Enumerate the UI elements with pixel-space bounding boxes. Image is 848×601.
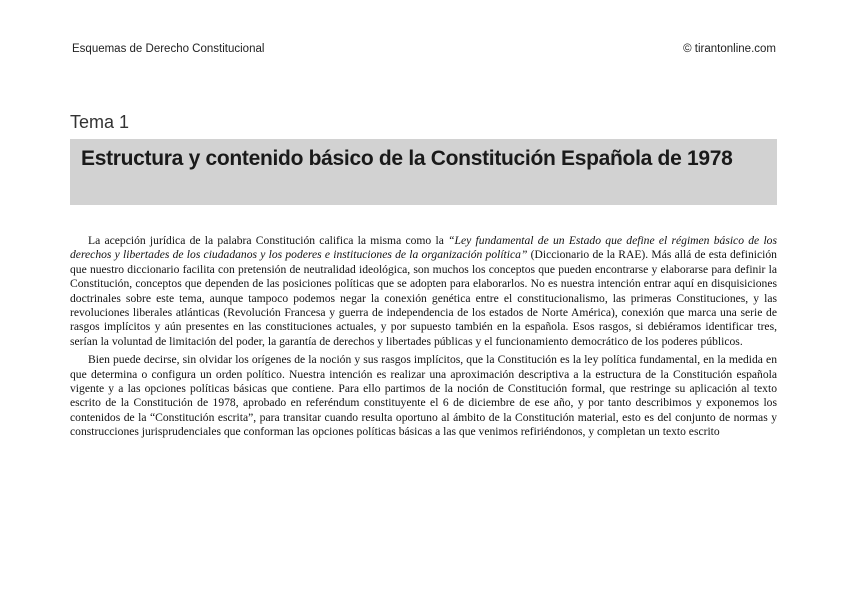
running-header-copyright: © tirantonline.com xyxy=(683,43,776,55)
chapter-label: Tema 1 xyxy=(70,112,130,132)
body-text xyxy=(70,234,777,444)
chapter-title-box xyxy=(70,139,777,205)
paragraph-1 xyxy=(70,234,777,349)
paragraph-1-rest: (Diccionario de la RAE). Más allá de esta definición que nuestro diccionario facilita con pretensión de neutralidad ideológica, son muchos los conceptos que pueden encontrarse y elaborarse para definir la Constitución, conceptos que dependen de las posiciones políticas que se adopten para elaborarlos. No es nuestra intención entrar aquí en disquisiciones doctrinales sobre este tema, aunque tampoco podemos negar la conexión genética entre el constitucionalismo, las primeras Constituciones, y las revoluciones liberales atlánticas (Revolución Francesa y guerra de independencia de los estados de Norte América), conexión que marca una serie de rasgos implícitos y aún presentes en las constituciones actuales, y por supuesto también en la española. Esos rasgos, si debiéramos identificar tres, serían la voluntad de limitación del poder, la garantía de derechos y libertades públicas y el funcionamiento democrático de los poderes públicos. xyxy=(70,248,777,348)
paragraph-2: Bien puede decirse, sin olvidar los orígenes de la noción y sus rasgos implícitos, que la Constitución es la ley política fundamental, en la medida en que determina o configura un orden político. Nuestra intención es realizar una aproximación descriptiva a la estructura de la Constitución española vigente y a las opciones políticas básicas que contiene. Para ello partimos de la noción de Constitución formal, que restringe su aplicación al texto escrito de la Constitución de 1978, aprobado en referéndum constituyente el 6 de diciembre de ese año, y por tanto describimos y exponemos los contenidos de la “Constitución escrita”, para transitar cuando resulta oportuno al ámbito de la Constitución material, esto es del conjunto de normas y construcciones jurisprudenciales que conforman las opciones políticas básicas a las que venimos refiriéndonos, y completan un texto escrito xyxy=(70,353,777,439)
chapter-title: Estructura y contenido básico de la Constitución Española de 1978 xyxy=(81,147,733,170)
paragraph-1-start: La acepción jurídica de la palabra Constitución califica la misma como la xyxy=(88,234,449,247)
rae-definition-quote: “Ley fundamental de un Estado que define el régimen básico de los derechos y libertades de los ciudadanos y los poderes e instituciones de la organización política” xyxy=(70,234,777,262)
running-header-title: Esquemas de Derecho Constitucional xyxy=(72,43,265,55)
